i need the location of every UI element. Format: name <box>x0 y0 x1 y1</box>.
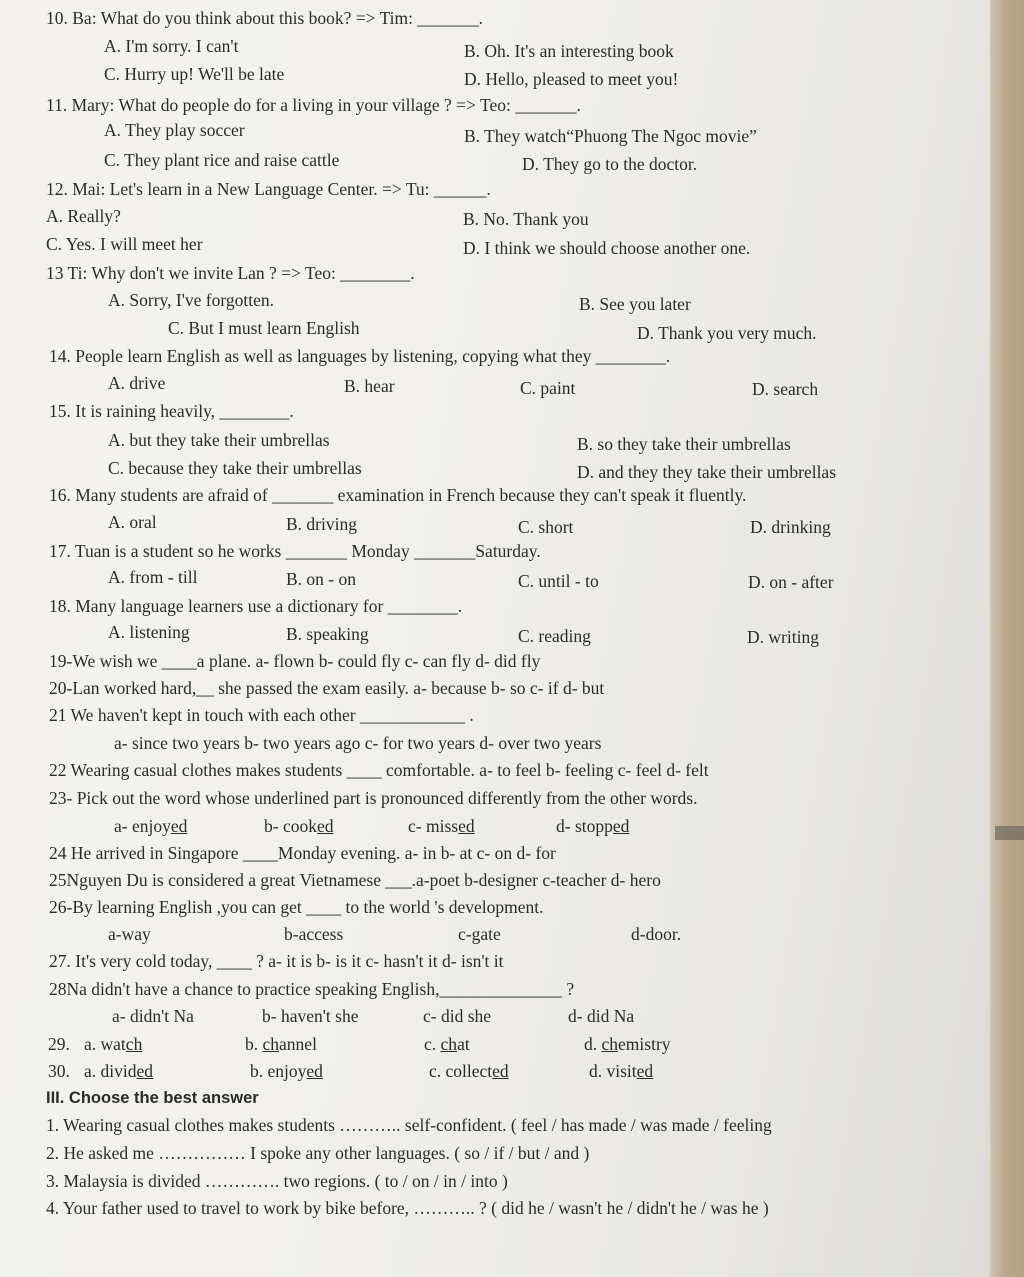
question-23-stem: 23- Pick out the word whose underlined part is pronounced differently from the other words. <box>49 788 698 808</box>
question-25: 25Nguyen Du is considered a great Vietnamese ___.a-poet b-designer c-teacher d- hero <box>49 870 661 890</box>
question-12-stem: 12. Mai: Let's learn in a New Language Center. => Tu: ______. <box>46 179 491 199</box>
question-15-option-b: B. so they take their umbrellas <box>577 434 791 454</box>
question-28-option-c: c- did she <box>423 1006 492 1026</box>
question-12-option-c: C. Yes. I will meet her <box>46 234 203 254</box>
question-13-stem: 13 Ti: Why don't we invite Lan ? => Teo: ________. <box>46 263 415 283</box>
question-13-option-a: A. Sorry, I've forgotten. <box>108 290 274 310</box>
question-14-option-c: C. paint <box>520 378 576 398</box>
question-14-option-b: B. hear <box>344 376 395 396</box>
question-30-option-d: d. visited <box>589 1061 654 1081</box>
question-29-option-d: d. chemistry <box>584 1034 671 1054</box>
question-29-number: 29. <box>48 1034 70 1054</box>
question-26-stem: 26-By learning English ,you can get ____ to the world 's development. <box>49 897 544 917</box>
question-30-option-c: c. collected <box>429 1061 509 1081</box>
question-16-stem: 16. Many students are afraid of _______ examination in French because they can't speak it fluently. <box>49 485 747 505</box>
section-3-item-4: 4. Your father used to travel to work by bike before, ……….. ? ( did he / wasn't he / didn't he / was he ) <box>46 1198 769 1218</box>
question-10-option-a: A. I'm sorry. I can't <box>104 36 239 56</box>
question-17-option-a: A. from - till <box>108 567 198 587</box>
question-21-options: a- since two years b- two years ago c- for two years d- over two years <box>114 733 602 753</box>
question-11-option-a: A. They play soccer <box>104 120 245 140</box>
question-17-option-b: B. on - on <box>286 569 356 589</box>
section-3-item-3: 3. Malaysia is divided …………. two regions. ( to / on / in / into ) <box>46 1171 508 1191</box>
question-18-option-d: D. writing <box>747 627 819 647</box>
question-29-option-b: b. channel <box>245 1034 317 1054</box>
question-11-option-b: B. They watch“Phuong The Ngoc movie” <box>464 126 757 146</box>
section-3-item-2: 2. He asked me …………… I spoke any other languages. ( so / if / but / and ) <box>46 1143 590 1163</box>
question-14-option-a: A. drive <box>108 373 166 393</box>
question-16-option-a: A. oral <box>108 512 157 532</box>
question-12-option-a: A. Really? <box>46 206 121 226</box>
question-26-option-a: a-way <box>108 924 151 944</box>
question-11-stem: 11. Mary: What do people do for a living in your village ? => Teo: _______. <box>46 95 581 115</box>
question-23-option-c: c- missed <box>408 816 475 836</box>
question-16-option-b: B. driving <box>286 514 357 534</box>
question-23-option-d: d- stopped <box>556 816 630 836</box>
question-18-option-c: C. reading <box>518 626 591 646</box>
question-17-option-c: C. until - to <box>518 571 599 591</box>
question-18-option-a: A. listening <box>108 622 190 642</box>
question-21-stem: 21 We haven't kept in touch with each other ____________ . <box>49 705 474 725</box>
question-28-option-b: b- haven't she <box>262 1006 359 1026</box>
table-edge-band <box>995 826 1024 840</box>
question-13-option-b: B. See you later <box>579 294 691 314</box>
question-10-option-b: B. Oh. It's an interesting book <box>464 41 674 61</box>
question-12-option-d: D. I think we should choose another one. <box>463 238 751 258</box>
question-10-stem: 10. Ba: What do you think about this book? => Tim: _______. <box>46 8 483 28</box>
question-23-option-a: a- enjoyed <box>114 816 188 836</box>
question-15-option-a: A. but they take their umbrellas <box>108 430 330 450</box>
question-23-option-b: b- cooked <box>264 816 334 836</box>
question-14-stem: 14. People learn English as well as languages by listening, copying what they ________. <box>49 346 671 366</box>
question-22: 22 Wearing casual clothes makes students ____ comfortable. a- to feel b- feeling c- feel d- felt <box>49 760 709 780</box>
question-26-option-d: d-door. <box>631 924 682 944</box>
question-30-option-b: b. enjoyed <box>250 1061 323 1081</box>
question-27: 27. It's very cold today, ____ ? a- it is b- is it c- hasn't it d- isn't it <box>49 951 504 971</box>
question-28-stem: 28Na didn't have a chance to practice speaking English,______________ ? <box>49 979 575 999</box>
question-13-option-c: C. But I must learn English <box>168 318 360 338</box>
question-29-option-a: a. watch <box>84 1034 143 1054</box>
question-16-option-d: D. drinking <box>750 517 831 537</box>
question-10-option-c: C. Hurry up! We'll be late <box>104 64 285 84</box>
question-15-option-c: C. because they take their umbrellas <box>108 458 362 478</box>
question-30-number: 30. <box>48 1061 70 1081</box>
wooden-table-edge <box>990 0 1024 1277</box>
question-30-option-a: a. divided <box>84 1061 154 1081</box>
question-14-option-d: D. search <box>752 379 819 399</box>
question-20: 20-Lan worked hard,__ she passed the exam easily. a- because b- so c- if d- but <box>49 678 605 698</box>
question-26-option-c: c-gate <box>458 924 501 944</box>
question-12-option-b: B. No. Thank you <box>463 209 589 229</box>
question-17-option-d: D. on - after <box>748 572 834 592</box>
question-26-option-b: b-access <box>284 924 344 944</box>
question-16-option-c: C. short <box>518 517 574 537</box>
question-28-option-a: a- didn't Na <box>112 1006 194 1026</box>
question-11-option-c: C. They plant rice and raise cattle <box>104 150 340 170</box>
question-18-stem: 18. Many language learners use a dictionary for ________. <box>49 596 463 616</box>
section-3-item-1: 1. Wearing casual clothes makes students ……….. self-confident. ( feel / has made / was made / feeling <box>46 1115 772 1135</box>
question-19: 19-We wish we ____a plane. a- flown b- could fly c- can fly d- did fly <box>49 651 541 671</box>
question-15-stem: 15. It is raining heavily, ________. <box>49 401 294 421</box>
question-24: 24 He arrived in Singapore ____Monday evening. a- in b- at c- on d- for <box>49 843 556 863</box>
question-18-option-b: B. speaking <box>286 624 369 644</box>
question-13-option-d: D. Thank you very much. <box>637 323 817 343</box>
section-3-heading: III. Choose the best answer <box>46 1089 259 1107</box>
question-29-option-c: c. chat <box>424 1034 470 1054</box>
question-15-option-d: D. and they they take their umbrellas <box>577 462 837 482</box>
question-10-option-d: D. Hello, pleased to meet you! <box>464 69 679 89</box>
question-28-option-d: d- did Na <box>568 1006 635 1026</box>
question-17-stem: 17. Tuan is a student so he works _______ Monday _______Saturday. <box>49 541 541 561</box>
question-11-option-d: D. They go to the doctor. <box>522 154 698 174</box>
